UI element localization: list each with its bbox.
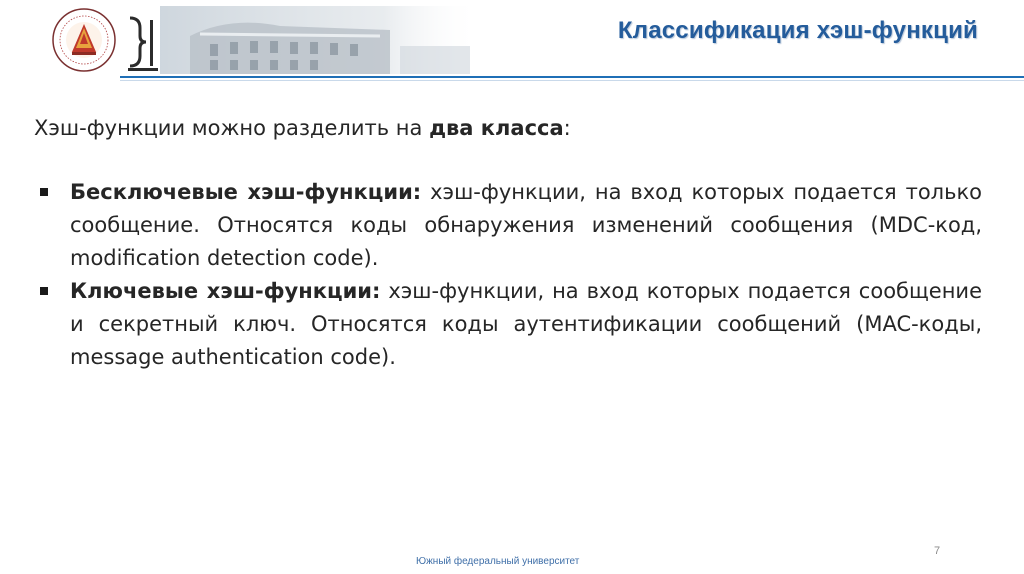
bullet-term: Бесключевые хэш-функции: (70, 180, 422, 204)
bullet-text: хэш-функции, на вход которых подается только сообщение. Относятся коды обнаружения изменений сообщения (MDC-код, modification detection code). (70, 180, 982, 270)
slide-body (34, 112, 982, 374)
slide-title: Классификация хэш-функций (617, 17, 978, 44)
header-divider (120, 76, 1024, 78)
bullet-item-keyless (34, 176, 982, 275)
intro-text: Хэш-функции можно разделить на (34, 116, 430, 140)
intro-emphasis: два класса (429, 116, 564, 140)
slide-header (0, 0, 1024, 80)
university-emblem-icon (48, 6, 120, 74)
bullet-term: Ключевые хэш-функции: (70, 279, 381, 303)
bullet-item-keyed (34, 275, 982, 374)
bullet-text: хэш-функции, на вход которых подается сообщение и секретный ключ. Относятся коды аутентификации сообщений (MAC-коды, message authentication code). (70, 279, 982, 369)
footer-university: Южный федеральный университет (416, 556, 580, 567)
square-bullet-icon (40, 188, 48, 196)
bullet-list (34, 176, 982, 374)
square-bullet-icon (40, 287, 48, 295)
intro-paragraph (34, 112, 982, 145)
intro-colon: : (563, 116, 571, 140)
university-building-image (160, 6, 480, 74)
page-number: 7 (934, 545, 941, 557)
iktib-logo-icon (124, 12, 162, 74)
header-divider-secondary (120, 80, 1024, 81)
